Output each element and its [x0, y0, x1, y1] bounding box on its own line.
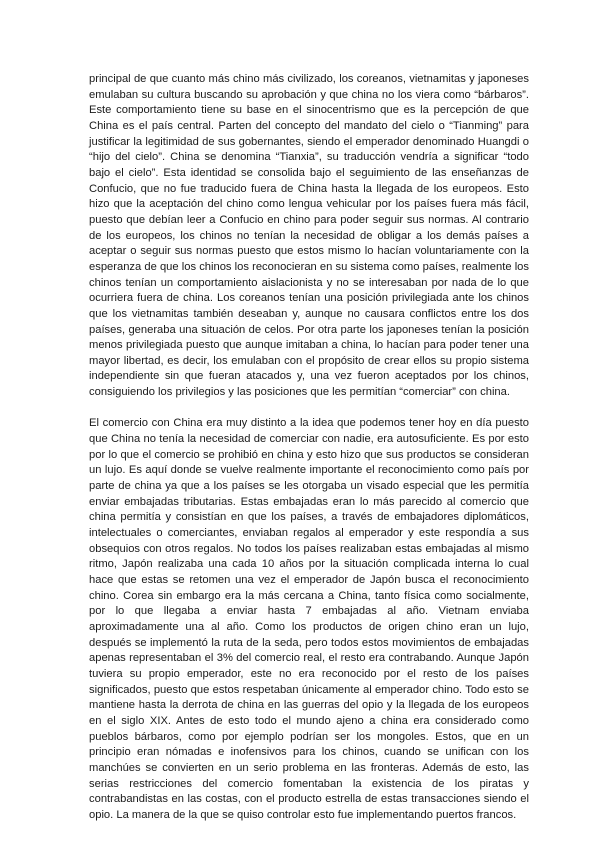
body-text	[89, 72, 529, 823]
paragraph-tributary-system: principal de que cuanto más chino más civilizado, los coreanos, vietnamitas y japoneses emulaban su cultura buscando su aprobación y que china no los viera como “bárbaros”. Este comportamiento tiene su base en el sinocentrismo que es la percepción de que China es el país central. Parten del concepto del mandato del cielo o “Tianming” para justificar la legitimidad de sus gobernantes, siendo el emperador denominado Huangdi o “hijo del cielo”. China se denomina “Tianxia”, su traducción vendría a significar “todo bajo el cielo”. Esta identidad se consolida bajo el seguimiento de las enseñanzas de Confucio, que no fue traducido fuera de China hasta la llegada de los europeos. Esto hizo que la aceptación del chino como lengua vehicular por los países fuera más fácil, puesto que debían leer a Confucio en chino para poder seguir sus normas. Al contrario de los europeos, los chinos no tenían la necesidad de obligar a los demás países a aceptar o seguir sus normas puesto que estos mismo lo hacían voluntariamente con la esperanza de que los chinos los reconocieran en su sistema como países, realmente los chinos tenían un comportamiento aislacionista y no se interesaban por nada de lo que ocurriera fuera de china. Los coreanos tenían una posición privilegiada ante los chinos que los vietnamitas también deseaban y, aunque no causara conflictos entre los dos países, generaba una situación de celos. Por otra parte los japoneses tenían la posición menos privilegiada puesto que aunque imitaban a china, lo hacían para poder tener una mayor libertad, es decir, los emulaban con el propósito de crear ellos su propio sistema independiente sin que fueran atacados y, una vez fueron aceptados por los chinos, consiguiendo los privilegios y las posiciones que les permitían “comerciar” con china.	[89, 73, 529, 399]
paragraph-trade-with-china: El comercio con China era muy distinto a la idea que podemos tener hoy en día puesto que China no tenía la necesidad de comerciar con nadie, era autosuficiente. Es por esto por lo que el comercio se prohibió en china y esto hizo que sus productos se consideran un lujo. Es aquí donde se vuelve realmente importante el reconocimiento como país por parte de china ya que a los países se les otorgaba un visado especial que les permitía enviar embajadas tributarias. Estas embajadas eran lo más parecido al comercio que china permitía y consistían en que los países, a través de embajadores diplomáticos, intelectuales o comerciantes, enviaban regalos al emperador y este respondía a sus obsequios con otros regalos. No todos los países realizaban estas embajadas al mismo ritmo, Japón realizaba una cada 10 años por la situación complicada interna lo cual hace que estas se retomen una vez el emperador de Japón busca el reconocimiento chino. Corea sin embargo era la más cercana a China, tanto física como socialmente, por lo que llegaba a enviar hasta 7 embajadas al año. Vietnam enviaba aproximadamente una al año. Como los productos de origen chino eran un lujo, después se implementó la ruta de la seda, pero todos estos movimientos de embajadas apenas representaban el 3% del comercio real, el resto era contrabando. Aunque Japón tuviera su propio emperador, este no era reconocido por el resto de los países significados, puesto que estos respetaban únicamente al emperador chino. Todo esto se mantiene hasta la derrota de china en las guerras del opio y la llegada de los europeos en el siglo XIX. Antes de esto todo el mundo ajeno a china era considerado como pueblos bárbaros, como por ejemplo podrían ser los mongoles. Estos, que en un principio eran nómadas e inofensivos para los chinos, cuando se unifican con los manchúes se convierten en un serio problema en las fronteras. Además de esto, las serias restricciones del comercio fomentaban la existencia de los piratas y contrabandistas en las costas, con el producto estrella de estas transacciones siendo el opio. La manera de la que se quiso controlar esto fue implementando puertos francos.	[89, 417, 529, 821]
